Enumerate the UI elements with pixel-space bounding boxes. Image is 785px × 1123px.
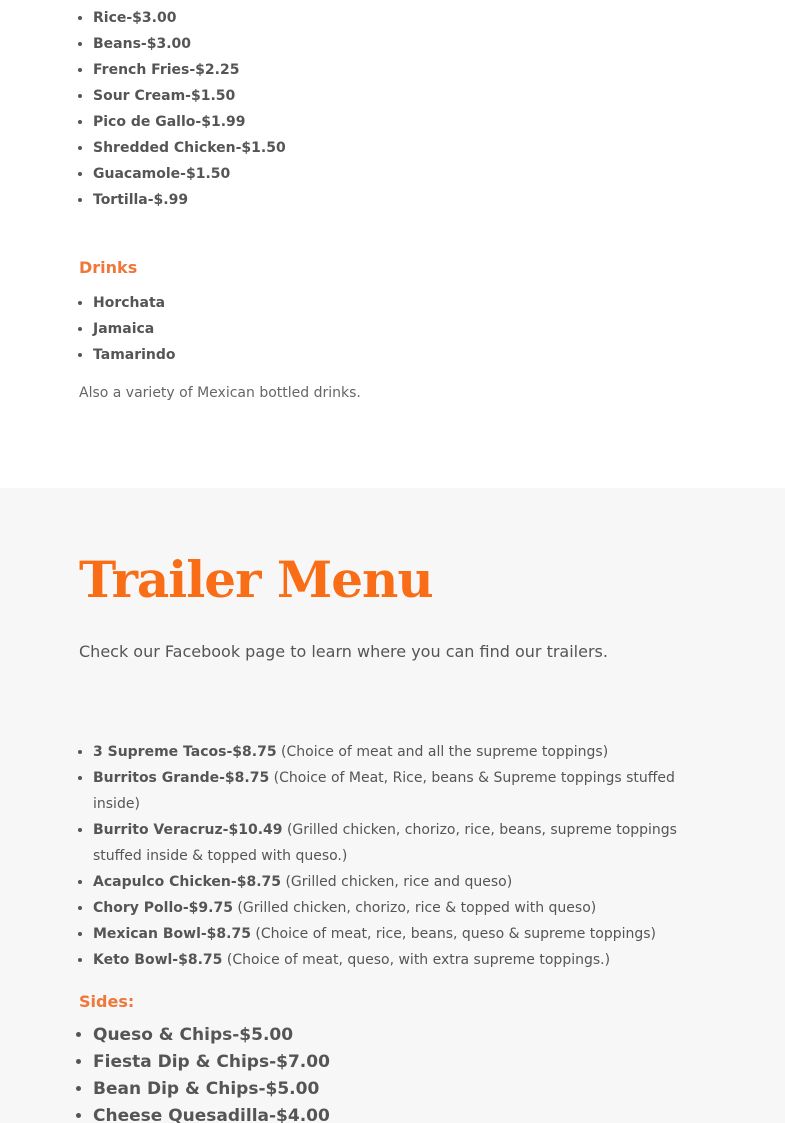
trailer-items-list [93,739,703,973]
list-item: • Acapulco Chicken-$8.75 (Grilled chicken, rice and queso) [93,869,703,895]
trailer-sides-list [93,1022,330,1123]
list-item: • Jamaica [93,316,176,342]
list-item: • Shredded Chicken-$1.50 [93,135,286,161]
list-item: • Bean Dip & Chips-$5.00 [93,1076,330,1103]
list-item: • Mexican Bowl-$8.75 (Choice of meat, rice, beans, queso & supreme toppings) [93,921,703,947]
page-title: Trailer Menu [79,550,433,609]
list-item: • Guacamole-$1.50 [93,161,286,187]
list-item: • Beans-$3.00 [93,31,286,57]
list-item: • Horchata [93,290,176,316]
list-item: • Chory Pollo-$9.75 (Grilled chicken, chorizo, rice & topped with queso) [93,895,703,921]
list-item: • Sour Cream-$1.50 [93,83,286,109]
trailer-subtitle: Check our Facebook page to learn where you can find our trailers. [79,642,608,661]
trailer-menu-section [0,488,785,1123]
list-item: • Burritos Grande-$8.75 (Choice of Meat, Rice, beans & Supreme toppings stuffed inside) [93,765,703,817]
drinks-heading: Drinks [79,258,138,277]
list-item: • Tortilla-$.99 [93,187,286,213]
list-item: • Keto Bowl-$8.75 (Choice of meat, queso, with extra supreme toppings.) [93,947,703,973]
list-item: • Rice-$3.00 [93,5,286,31]
list-item: • Cheese Quesadilla-$4.00 [93,1103,330,1123]
list-item: • French Fries-$2.25 [93,57,286,83]
restaurant-menu-section [0,0,785,488]
trailer-sides-heading: Sides: [79,992,135,1011]
list-item: • 3 Supreme Tacos-$8.75 (Choice of meat and all the supreme toppings) [93,739,703,765]
list-item: • Burrito Veracruz-$10.49 (Grilled chicken, chorizo, rice, beans, supreme toppings stuffed inside & topped with queso.) [93,817,703,869]
list-item: • Tamarindo [93,342,176,368]
list-item: • Queso & Chips-$5.00 [93,1022,330,1049]
drinks-note: Also a variety of Mexican bottled drinks. [79,385,361,401]
drinks-list [93,290,176,368]
list-item: • Pico de Gallo-$1.99 [93,109,286,135]
list-item: • Fiesta Dip & Chips-$7.00 [93,1049,330,1076]
sides-list [93,5,286,213]
